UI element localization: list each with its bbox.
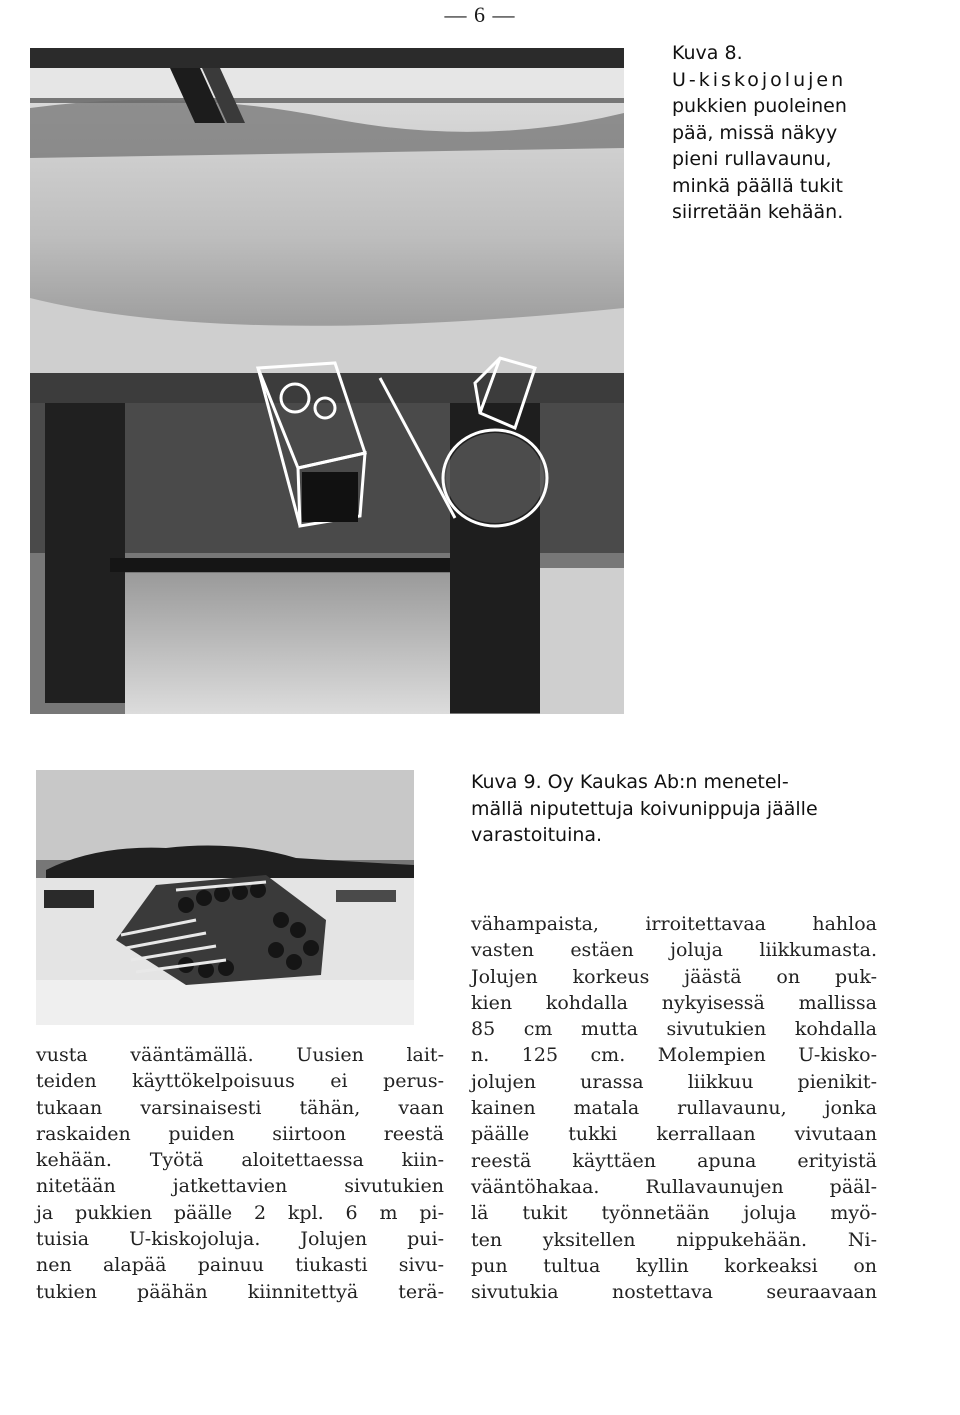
text-line: Jolujen korkeus jäästä on puk- <box>471 965 877 988</box>
text-line: raskaiden puiden siirtoon reestä <box>36 1122 444 1145</box>
caption-line: varastoituina. <box>471 824 603 846</box>
text-line: päälle tukki kerrallaan vivutaan <box>471 1123 877 1146</box>
text-line: lä tukit työnnetään joluja myö- <box>471 1202 877 1225</box>
caption-line: siirretään kehään. <box>672 201 844 223</box>
caption-line: mällä niputettuja koivunippuja jäälle <box>471 797 818 820</box>
caption-line: pieni rullavaunu, <box>672 148 832 170</box>
text-line: tukien päähän kiinnitettyä terä- <box>36 1280 444 1303</box>
text-line: nitetään jatkettavien sivutukien <box>36 1175 444 1198</box>
caption-line: Kuva 8. <box>672 42 743 64</box>
body-text-right-column <box>471 911 877 1305</box>
text-line: vusta vääntämällä. Uusien lait- <box>36 1044 444 1066</box>
text-line: nen alapää painuu tiukasti sivu- <box>36 1254 444 1277</box>
text-line: kehään. Työtä aloitettaessa kiin- <box>36 1149 444 1172</box>
text-line: pun tultua kyllin korkeaksi on <box>471 1254 877 1277</box>
figure-8-photo <box>30 48 624 714</box>
text-line: tuisia U-kiskojoluja. Jolujen pui- <box>36 1228 444 1251</box>
caption-line: pää, missä näkyy <box>672 121 838 144</box>
text-line: teiden käyttökelpoisuus ei perus- <box>36 1070 444 1093</box>
caption-line: U-kiskojolujen <box>672 68 847 91</box>
figure-8-caption <box>672 40 892 226</box>
caption-line: Kuva 9. Oy Kaukas Ab:n menetel- <box>471 771 789 793</box>
text-line: ten yksitellen nippukehään. Ni- <box>471 1228 877 1251</box>
text-line: tukaan varsinaisesti tähän, vaan <box>36 1096 444 1119</box>
text-line: kainen matala rullavaunu, jonka <box>471 1097 877 1120</box>
text-line: jolujen urassa liikkuu pienikit- <box>471 1070 877 1093</box>
text-line: reestä käyttäen apuna erityistä <box>471 1149 877 1172</box>
body-text-left-column <box>36 1042 444 1305</box>
figure-9-caption <box>471 769 901 849</box>
caption-line: pukkien puoleinen <box>672 95 847 117</box>
text-line: 85 cm mutta sivutukien kohdalla <box>471 1018 877 1041</box>
text-line: vähampaista, irroitettavaa hahloa <box>471 913 877 935</box>
page-number: — 6 — <box>444 2 516 27</box>
text-line: n. 125 cm. Molempien U-kisko- <box>471 1044 877 1067</box>
text-line: ja pukkien päälle 2 kpl. 6 m pi- <box>36 1201 444 1224</box>
figure-9-photo <box>36 770 414 1025</box>
caption-line: minkä päällä tukit <box>672 174 843 197</box>
text-line: sivutukia nostettava seuraavaan <box>471 1281 877 1304</box>
text-line: kien kohdalla nykyisessä mallissa <box>471 991 877 1014</box>
text-line: vasten estäen joluja liikkumasta. <box>471 939 877 962</box>
text-line: vääntöhakaa. Rullavaunujen pääl- <box>471 1175 877 1198</box>
